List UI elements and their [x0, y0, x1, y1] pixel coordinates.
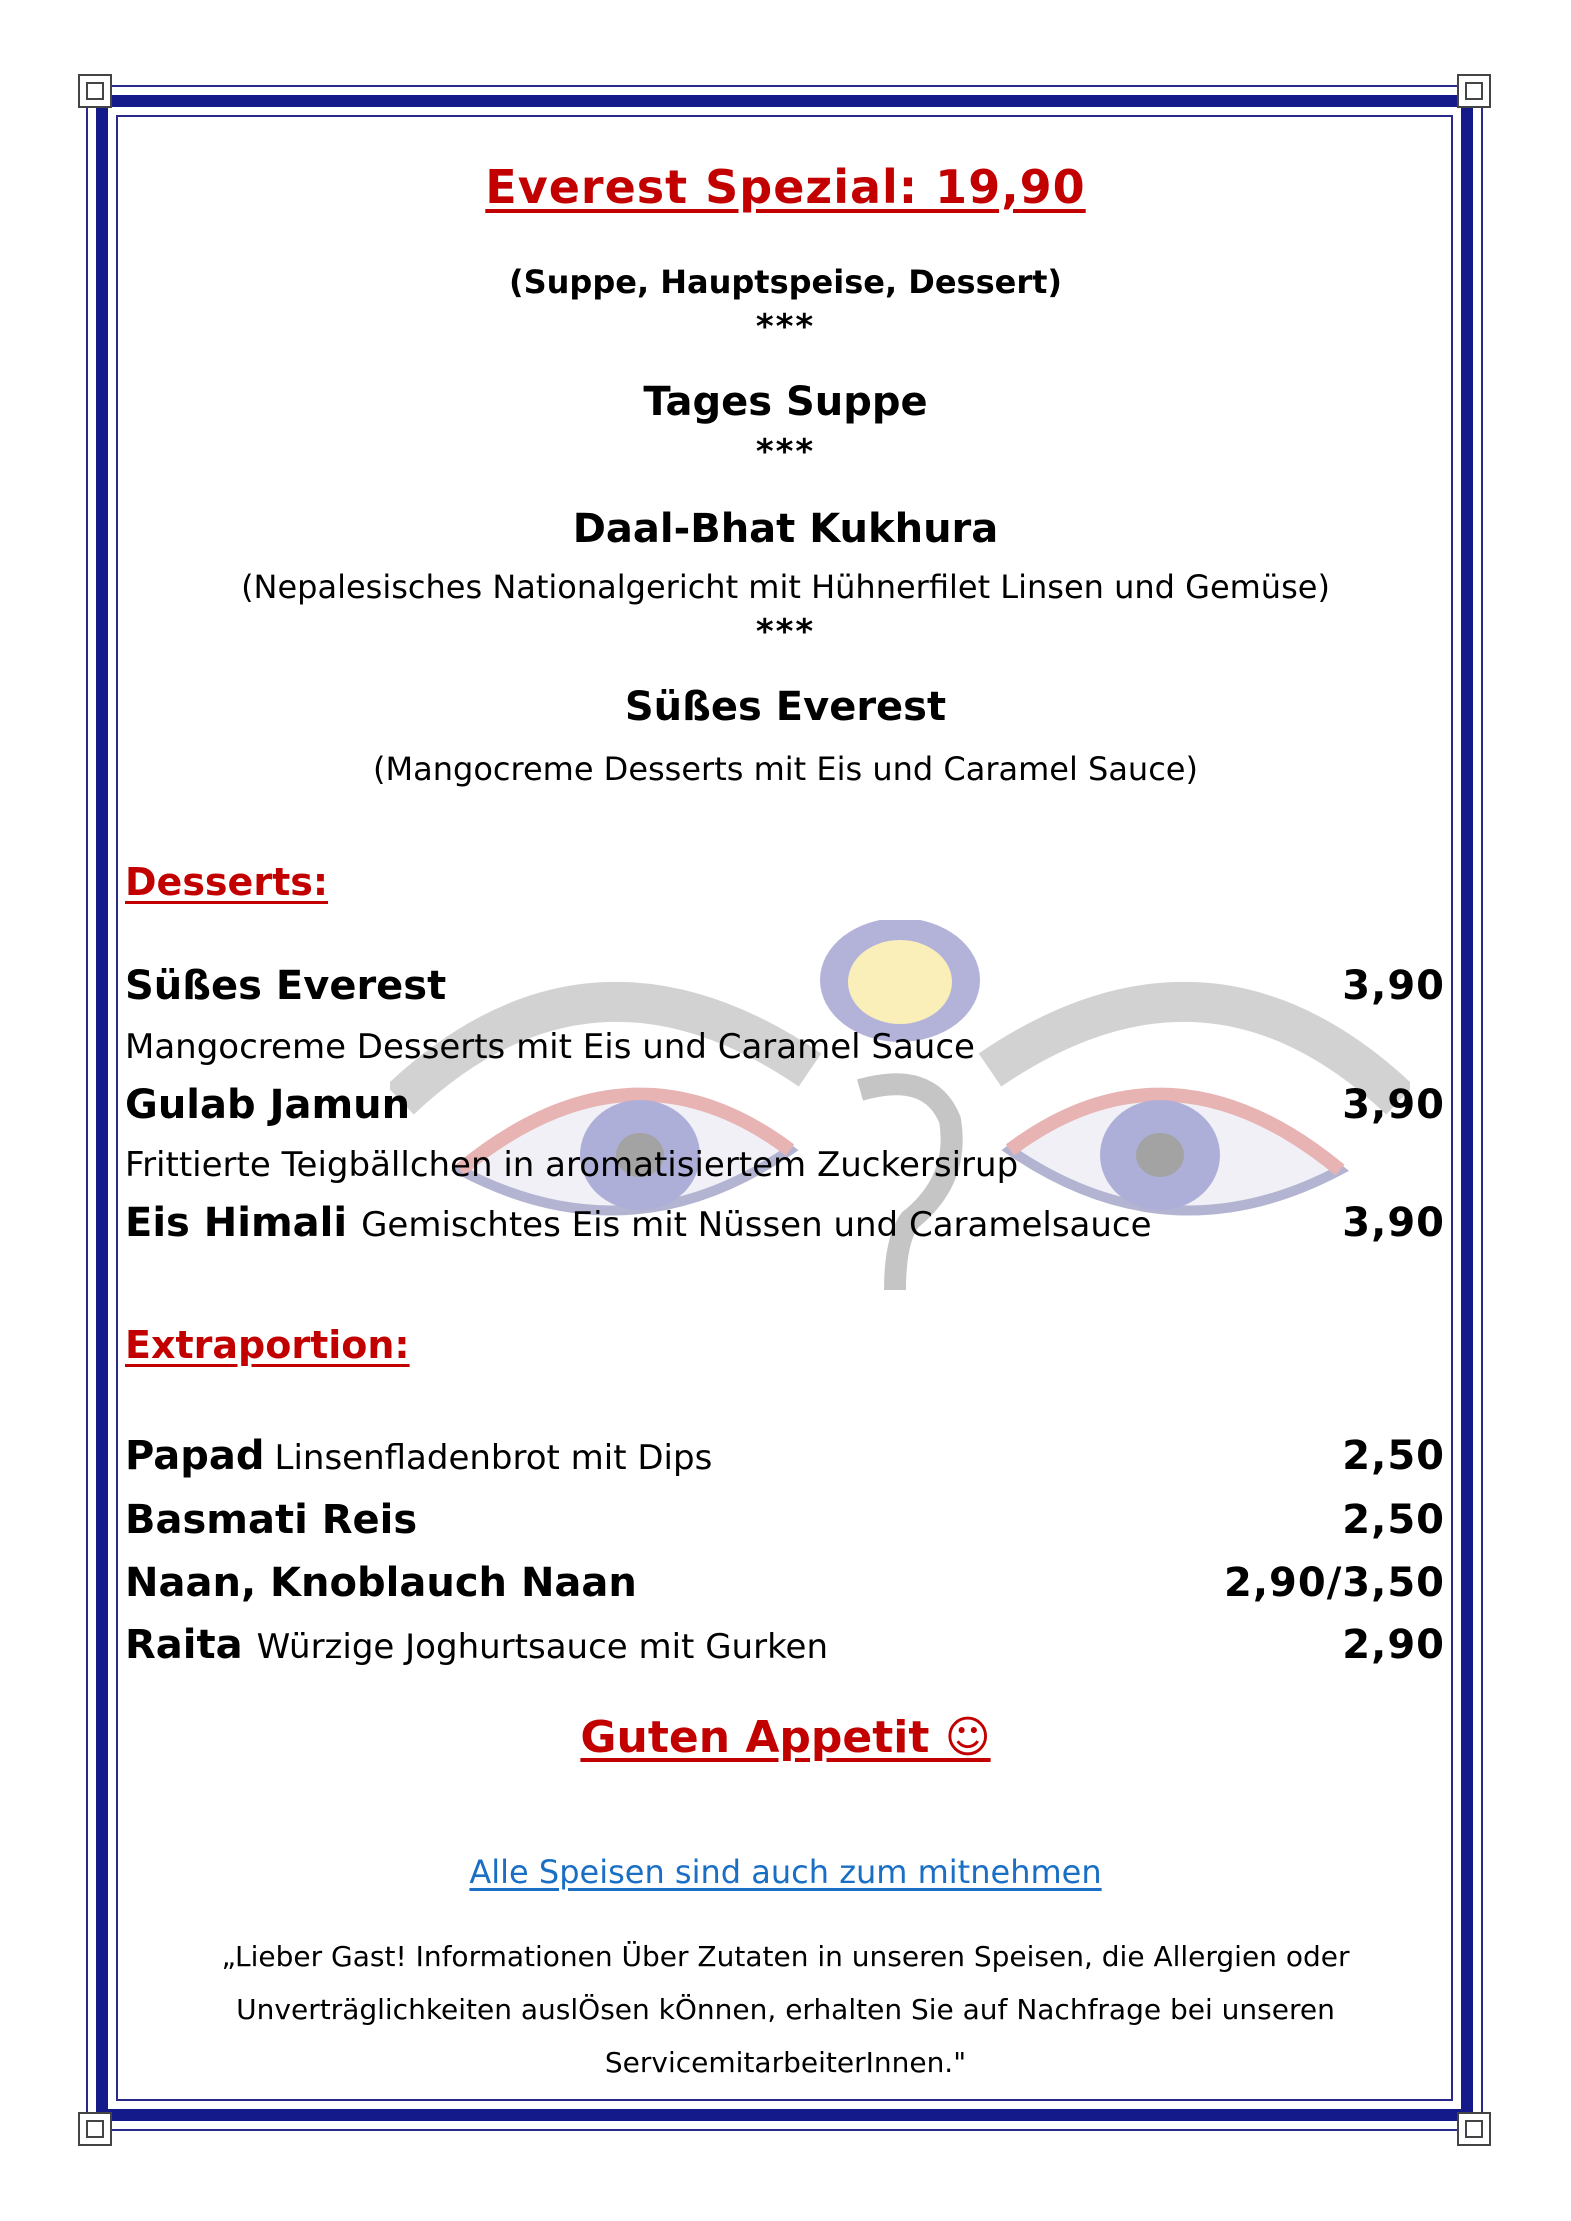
- menu-item-desc: Gemischtes Eis mit Nüssen und Caramelsauce: [361, 1205, 1152, 1245]
- allergy-note-line: „Lieber Gast! Informationen Über Zutaten in unseren Speisen, die Allergien oder: [221, 1940, 1350, 1973]
- allergy-note-line: Unverträglichkeiten auslÖsen kÖnnen, erhalten Sie auf Nachfrage bei unseren: [236, 1993, 1335, 2026]
- menu-item: [125, 963, 1445, 1015]
- menu-item-price: 2,50: [1342, 1433, 1445, 1479]
- corner-ornament: [1457, 2112, 1491, 2146]
- menu-item: [125, 1200, 1445, 1252]
- takeaway-link[interactable]: Alle Speisen sind auch zum mitnehmen: [469, 1853, 1102, 1891]
- extras-heading: Extraportion:: [125, 1323, 410, 1367]
- menu-item-name: Raita: [125, 1622, 243, 1668]
- menu-item: [125, 1622, 1445, 1674]
- menu-item-price: 2,90: [1342, 1622, 1445, 1668]
- menu-item-desc: Würzige Joghurtsauce mit Gurken: [256, 1627, 829, 1667]
- corner-ornament: [1457, 74, 1491, 108]
- menu-item-name: Naan, Knoblauch Naan: [125, 1560, 637, 1606]
- menu-item-price: 3,90: [1342, 963, 1445, 1009]
- menu-item: [125, 1433, 1445, 1485]
- corner-ornament: [78, 2112, 112, 2146]
- separator: ***: [755, 432, 816, 472]
- menu-item: [125, 1497, 1445, 1549]
- guten-appetit-heading: Guten Appetit ☺: [580, 1712, 991, 1763]
- menu-item-price: 2,50: [1342, 1497, 1445, 1543]
- separator: ***: [755, 612, 816, 652]
- desserts-heading: Desserts:: [125, 860, 329, 904]
- menu-item-desc: Linsenfladenbrot mit Dips: [274, 1438, 713, 1478]
- special-dessert-desc: (Mangocreme Desserts mit Eis und Caramel Sauce): [373, 750, 1198, 788]
- menu-item: [125, 1560, 1445, 1612]
- allergy-note-line: ServicemitarbeiterInnen.": [604, 2046, 967, 2079]
- separator: ***: [755, 307, 816, 347]
- special-title: Everest Spezial: 19,90: [485, 160, 1086, 214]
- menu-item-price: 3,90: [1342, 1082, 1445, 1128]
- menu-item: [125, 1082, 1445, 1134]
- allergy-note: [160, 1930, 1411, 2089]
- special-soup: Tages Suppe: [643, 379, 928, 425]
- special-main: Daal-Bhat Kukhura: [572, 506, 999, 552]
- special-dessert: Süßes Everest: [624, 684, 947, 730]
- menu-item-desc: Mangocreme Desserts mit Eis und Caramel Sauce: [125, 1027, 975, 1067]
- menu-item-price: 2,90/3,50: [1224, 1560, 1445, 1606]
- special-main-desc: (Nepalesisches Nationalgericht mit Hühnerfilet Linsen und Gemüse): [241, 568, 1330, 606]
- menu-item-name: Gulab Jamun: [125, 1082, 411, 1128]
- menu-item-name: Basmati Reis: [125, 1497, 418, 1543]
- corner-ornament: [78, 74, 112, 108]
- menu-item-name: Eis Himali: [125, 1200, 348, 1246]
- menu-item-desc: Frittierte Teigbällchen in aromatisiertem Zuckersirup: [125, 1145, 1019, 1185]
- menu-item-price: 3,90: [1342, 1200, 1445, 1246]
- special-subtitle: (Suppe, Hauptspeise, Dessert): [508, 263, 1063, 301]
- menu-item-name: Süßes Everest: [125, 963, 447, 1009]
- menu-item-name: Papad: [125, 1433, 265, 1479]
